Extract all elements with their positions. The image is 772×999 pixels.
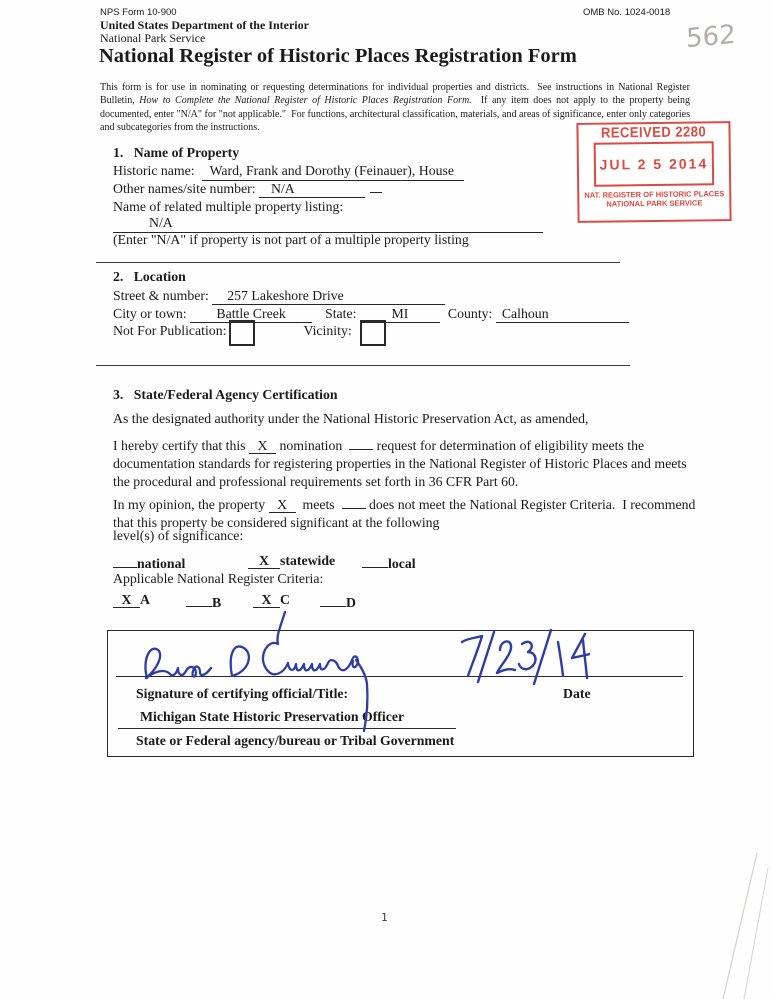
instructions-post: If any item does not apply to the property being documented, enter "N/A" for "not applicable." For functions, architectural classification, materials, and areas of significance, enter only categories and subcategories from the instructions. — [100, 95, 693, 133]
level-statewide — [248, 552, 335, 569]
stamp-org-line1: NAT. REGISTER OF HISTORIC PLACES — [584, 189, 725, 200]
meets-mark: X — [277, 497, 288, 512]
section3-heading: 3. State/Federal Agency Certification — [113, 387, 338, 402]
statewide-mark-blank — [248, 553, 280, 569]
stamp-date: JUL 2 5 2014 — [599, 155, 709, 173]
criterion-a-blank — [113, 592, 140, 608]
level-local — [362, 552, 416, 572]
not-for-publication-checkbox — [229, 320, 255, 346]
city-label: City or town: — [113, 306, 191, 321]
meets-word: meets — [295, 497, 342, 512]
statewide-label: statewide — [280, 553, 336, 568]
criterion-d-blank — [320, 591, 346, 607]
signature-box — [107, 630, 694, 757]
criterion-c-blank — [253, 592, 280, 608]
local-mark-blank — [362, 552, 388, 568]
local-label: local — [388, 556, 416, 571]
form-number: NPS Form 10-900 — [100, 7, 177, 18]
other-names-label: Other names/site number: — [113, 181, 259, 196]
criterion-d — [320, 591, 356, 611]
county-value: Calhoun — [501, 306, 549, 321]
nomination-mark-blank — [249, 438, 276, 454]
criteria-label: Applicable National Register Criteria: — [113, 571, 324, 586]
criterion-a-mark: X — [121, 592, 132, 607]
certify-pre: I hereby certify that this — [113, 438, 250, 453]
instructions-pre: This form is for use in nominating or requesting determinations for individual properties and districts. See instructions in National Register Bulletin, — [100, 82, 693, 107]
criterion-c-mark: X — [261, 592, 272, 607]
criterion-a-label: A — [140, 592, 150, 607]
nomination-mark: X — [257, 438, 268, 453]
official-title-value: Michigan State Historic Preservation Officer — [140, 709, 405, 724]
department-line: United States Department of the Interior — [100, 18, 309, 32]
criterion-c-label: C — [280, 592, 290, 607]
omb-number: OMB No. 1024-0018 — [583, 7, 671, 18]
opinion-post: does not meet the National Register Criteria. I recommend that this property be considered significant at the following — [113, 497, 699, 530]
historic-name-value: Ward, Frank and Dorothy (Feinauer), House — [209, 163, 454, 178]
signature-line — [116, 676, 683, 677]
opinion-pre: In my opinion, the property — [113, 497, 269, 512]
other-names-value: N/A — [270, 181, 295, 196]
levels-line: level(s) of significance: — [113, 528, 244, 543]
state-value: MI — [391, 306, 409, 321]
instructions-italic: How to Complete the National Register of Historic Places Registration Form. — [139, 95, 472, 107]
meets-mark-blank — [269, 497, 296, 513]
authority-line: As the designated authority under the National Historic Preservation Act, as amended, — [113, 411, 589, 426]
street-line — [113, 287, 445, 305]
does-not-meet-blank — [342, 493, 366, 509]
historic-name-line — [113, 162, 464, 181]
section2-heading: 2. Location — [113, 269, 186, 284]
criterion-b-label: B — [212, 595, 222, 610]
request-mark-blank — [349, 434, 373, 450]
handwritten-number: 562 — [685, 19, 736, 55]
multiple-listing-note: (Enter "N/A" if property is not part of a multiple property listing — [113, 232, 469, 247]
criterion-b — [186, 591, 221, 611]
not-for-publication-label: Not For Publication: — [113, 323, 227, 338]
page-title: National Register of Historic Places Registration Form — [99, 45, 577, 67]
stamp-org-line2: NATIONAL PARK SERVICE — [606, 198, 703, 209]
nomination-word: nomination — [276, 438, 350, 453]
stamp-received-line: RECEIVED 2280 — [600, 124, 707, 142]
related-listing-value: N/A — [149, 215, 173, 230]
vicinity-label: Vicinity: — [303, 323, 352, 338]
section1-heading: 1. Name of Property — [113, 145, 240, 160]
national-label: national — [137, 556, 186, 571]
criterion-a — [113, 591, 150, 608]
received-stamp — [576, 121, 731, 223]
official-title-line — [118, 708, 456, 729]
vicinity-checkbox — [360, 320, 386, 346]
page-number: 1 — [381, 911, 388, 924]
criterion-b-blank — [186, 591, 212, 607]
criterion-d-label: D — [346, 595, 356, 610]
statewide-mark: X — [259, 553, 269, 568]
divider-rule — [96, 262, 620, 263]
level-national — [113, 552, 185, 572]
agency-label: State or Federal agency/bureau or Tribal Government — [136, 733, 455, 748]
other-names-line — [113, 180, 382, 198]
signature-label: Signature of certifying official/Title: — [136, 686, 349, 701]
date-label: Date — [563, 686, 591, 701]
divider-rule — [96, 365, 630, 366]
street-label: Street & number: — [113, 288, 213, 303]
street-value: 257 Lakeshore Drive — [227, 288, 344, 303]
publication-vicinity-line — [113, 322, 386, 346]
state-label: State: — [325, 306, 360, 321]
criterion-c — [253, 591, 290, 608]
service-line: National Park Service — [100, 31, 206, 45]
national-mark-blank — [113, 552, 137, 568]
related-listing-label: Name of related multiple property listing: — [113, 199, 344, 214]
historic-name-label: Historic name: — [113, 163, 202, 178]
county-label: County: — [447, 306, 496, 321]
city-value: Battle Creek — [216, 306, 286, 321]
certification-paragraph — [113, 434, 701, 491]
stamp-date-box — [594, 141, 715, 186]
certify-post: request for determination of eligibility meets the documentation standards for registering properties in the National Register of Historic Places and meets the procedural and professional requirements set forth in 36 CFR Part 60. — [113, 438, 691, 489]
